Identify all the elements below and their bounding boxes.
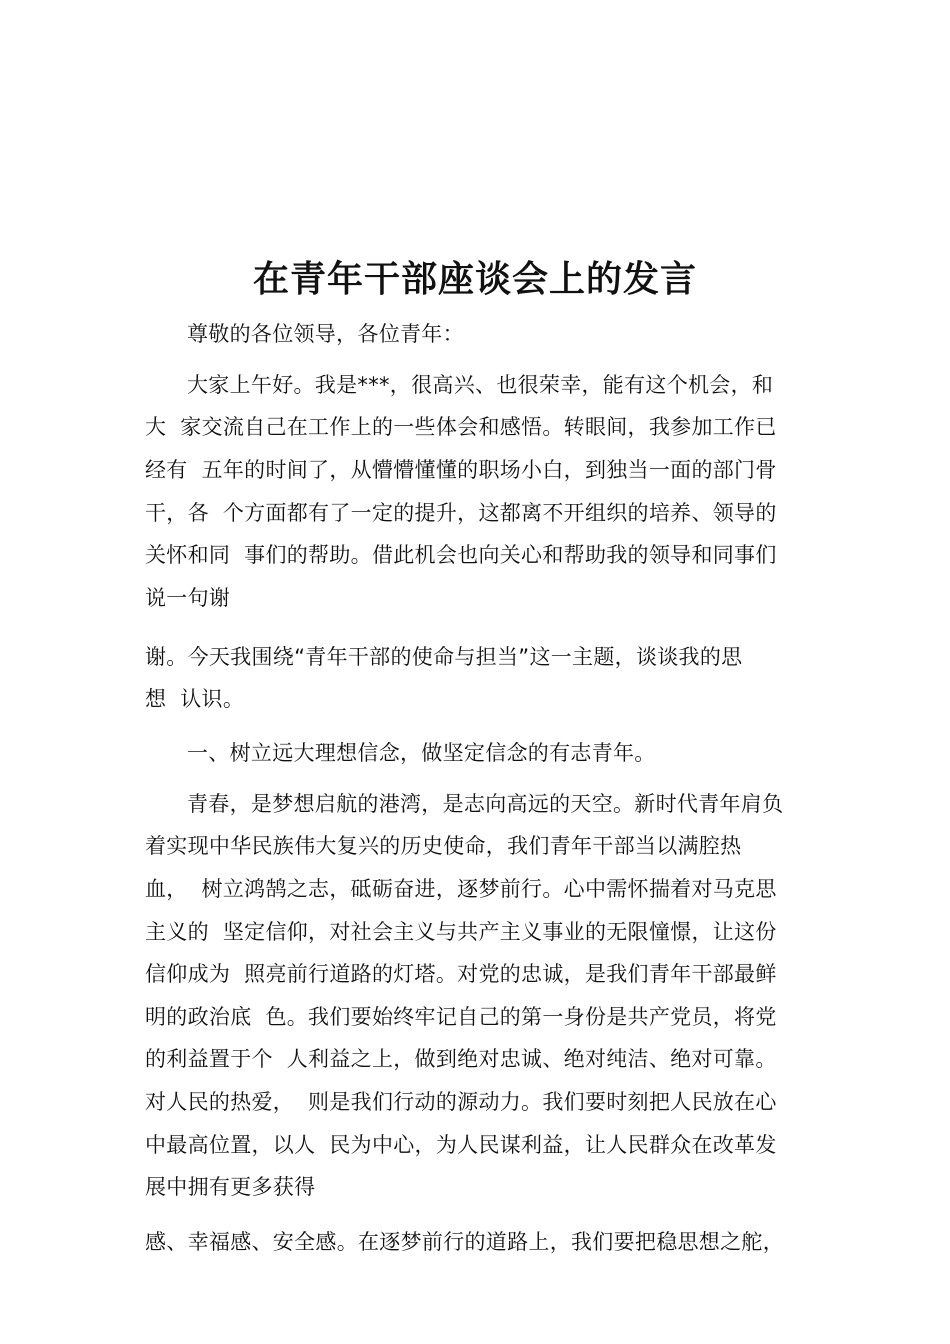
body-line: 大 家交流自己在工作上的一些体会和感悟。转眼间，我参加工作已	[145, 415, 777, 439]
body-line: 干，各 个方面都有了一定的提升，这都离不开组织的培养、领导的	[145, 501, 777, 525]
body-line: 青春，是梦想启航的港湾，是志向高远的天空。新时代青年肩负	[187, 792, 784, 816]
body-line: 对人民的热爱， 则是我们行动的源动力。我们要时刻把人民放在心	[145, 1090, 777, 1114]
body-line: 大家上午好。我是***，很高兴、也很荣幸，能有这个机会，和	[187, 373, 774, 397]
body-line: 经有 五年的时间了，从懵懵懂懂的职场小白，到独当一面的部门骨	[145, 458, 777, 482]
body-line: 关怀和同 事们的帮助。借此机会也向关心和帮助我的领导和同事们	[145, 543, 777, 567]
body-line: 感、幸福感、安全感。在逐梦前行的道路上，我们要把稳思想之舵，	[145, 1230, 784, 1254]
body-line: 展中拥有更多获得	[145, 1175, 316, 1199]
document-title: 在青年干部座谈会上的发言	[252, 259, 697, 300]
salutation: 尊敬的各位领导，各位青年：	[187, 322, 464, 346]
body-line: 说一句谢	[145, 586, 231, 610]
section-heading: 一、树立远大理想信念，做坚定信念的有志青年。	[187, 741, 656, 765]
body-line: 谢。今天我围绕“青年干部的使命与担当”这一主题，谈谈我的思	[145, 645, 743, 669]
body-line: 明的政治底 色。我们要始终牢记自己的第一身份是共产党员，将党	[145, 1005, 777, 1029]
body-line: 的利益置于个 人利益之上，做到绝对忠诚、绝对纯洁、绝对可靠。	[145, 1047, 777, 1071]
body-line: 中最高位置，以人 民为中心，为人民谋利益，让人民群众在改革发	[145, 1133, 777, 1157]
body-line: 着实现中华民族伟大复兴的历史使命，我们青年干部当以满腔热	[145, 834, 742, 858]
body-line: 想 认识。	[145, 687, 245, 711]
body-line: 血， 树立鸿鹄之志，砥砺奋进，逐梦前行。心中需怀揣着对马克思	[145, 877, 777, 901]
body-line: 主义的 坚定信仰，对社会主义与共产主义事业的无限憧憬，让这份	[145, 920, 777, 944]
body-line: 信仰成为 照亮前行道路的灯塔。对党的忠诚，是我们青年干部最鲜	[145, 962, 777, 986]
